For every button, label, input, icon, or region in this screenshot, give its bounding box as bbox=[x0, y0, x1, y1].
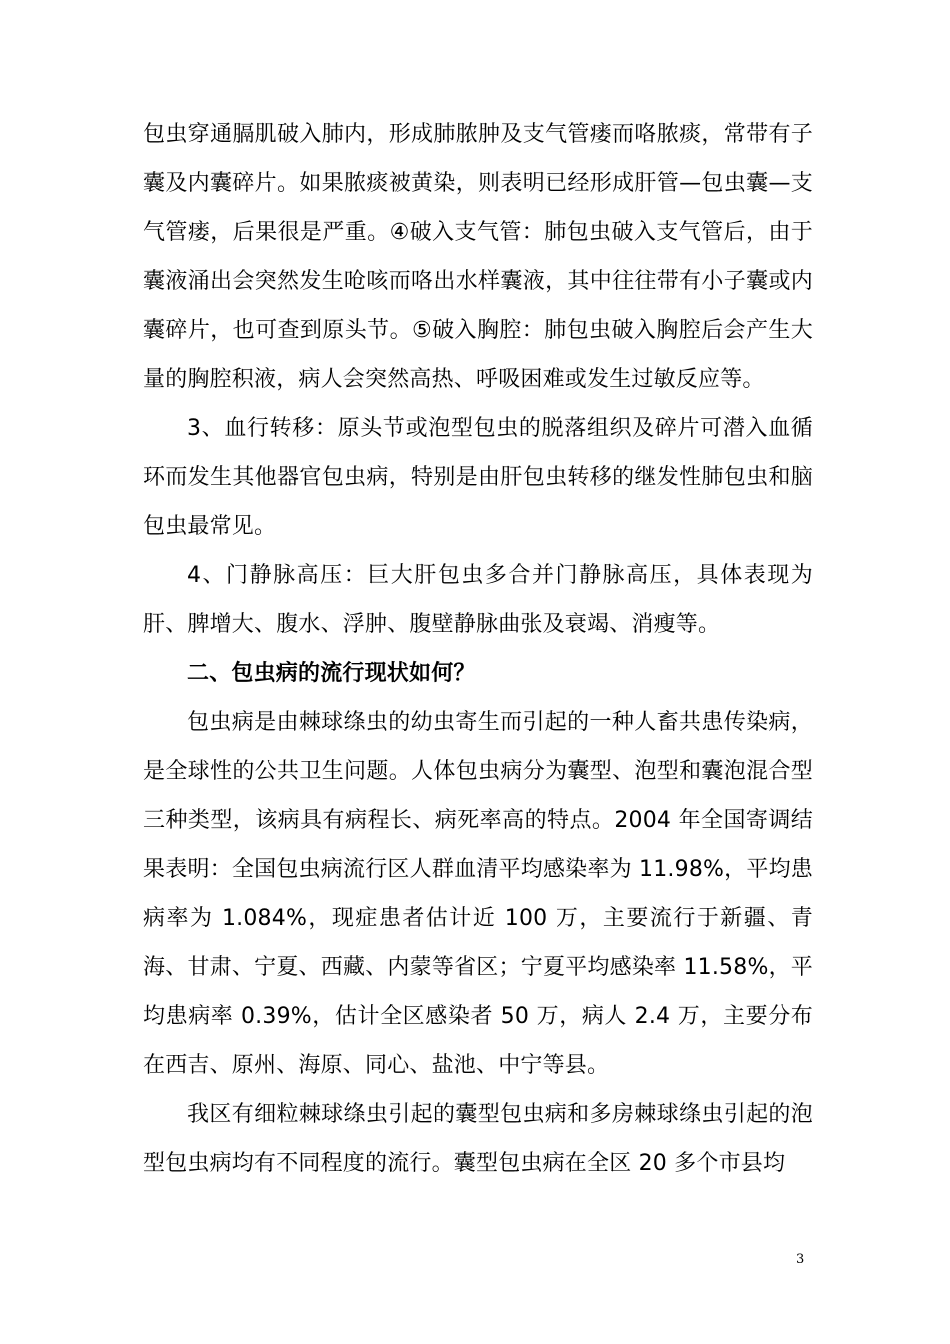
paragraph-regional-distribution: 我区有细粒棘球绦虫引起的囊型包虫病和多房棘球绦虫引起的泡型包虫病均有不同程度的流行。囊型包虫病在全区 20 多个市县均 bbox=[143, 1102, 813, 1176]
paragraph-complications-rupture: 包虫穿通膈肌破入肺内，形成肺脓肿及支气管瘘而咯脓痰，常带有子囊及内囊碎片。如果脓痰被黄染，则表明已经形成肝管—包虫囊—支气管瘘，后果很是严重。④破入支气管：肺包虫破入支气管后，由于囊液涌出会突然发生呛咳而咯出水样囊液，其中往往带有小子囊或内囊碎片，也可查到原头节。⑤破入胸腔：肺包虫破入胸腔后会产生大量的胸腔积液，病人会突然高热、呼吸困难或发生过敏反应等。 bbox=[143, 122, 813, 392]
paragraph-epidemic-overview: 包虫病是由棘球绦虫的幼虫寄生而引起的一种人畜共患传染病，是全球性的公共卫生问题。人体包虫病分为囊型、泡型和囊泡混合型三种类型，该病具有病程长、病死率高的特点。2004 年全国寄调结果表明：全国包虫病流行区人群血清平均感染率为 11.98%，平均患病率为 1.084%，现症患者估计近 100 万，主要流行于新疆、青海、甘肃、宁夏、西藏、内蒙等省区；宁夏平均感染率 11.58%，平均患病率 0.39%，估计全区感染者 50 万，病人 2.4 万，主要分布在西吉、原州、海原、同心、盐池、中宁等县。 bbox=[143, 710, 813, 1078]
document-body bbox=[143, 110, 813, 1188]
paragraph-hematogenous-metastasis: 3、血行转移：原头节或泡型包虫的脱落组织及碎片可潜入血循环而发生其他器官包虫病，特别是由肝包虫转移的继发性肺包虫和脑包虫最常见。 bbox=[143, 416, 813, 539]
section-heading-epidemic-status: 二、包虫病的流行现状如何？ bbox=[187, 661, 476, 686]
paragraph-portal-hypertension: 4、门静脉高压：巨大肝包虫多合并门静脉高压，具体表现为肝、脾增大、腹水、浮肿、腹壁静脉曲张及衰竭、消瘦等。 bbox=[143, 563, 813, 637]
page-number: 3 bbox=[796, 1252, 805, 1267]
